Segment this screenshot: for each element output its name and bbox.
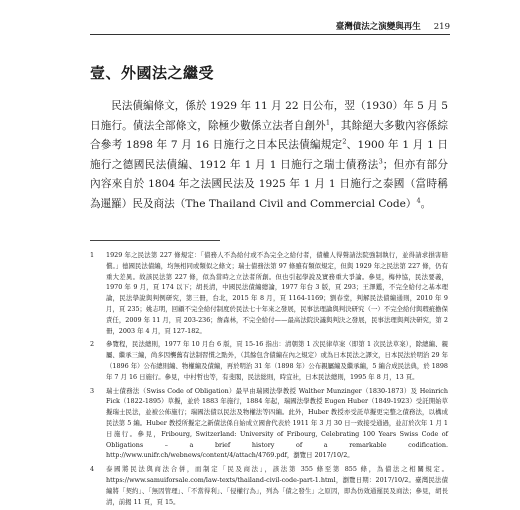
page-number: 219 (433, 22, 450, 32)
header-rule (90, 34, 450, 35)
paragraph-text-1: 民法債編條文，係於 1929 年 11 月 22 日公布，翌（1930）年 5 月 5 日施行。債法全部條文，除極少數係立法者自創外 (90, 100, 448, 132)
footnote-ref-2[interactable]: 2 (342, 137, 347, 146)
section-heading: 壹、外國法之繼受 (90, 64, 215, 82)
paragraph-text-4: ；但亦有部分內容來自於 1804 年之法國民法及 1925 年 1 月 1 日施行之泰國（當時稱為暹羅）民及商法（The Thailand Civil and Commercial Code） (90, 158, 448, 210)
paragraph-text-3: 、1900 年 1 月 1 日施行之德國民法債編、1912 年 1 月 1 日施行之瑞士債務法 (90, 139, 448, 171)
footnote-ref-1[interactable]: 1 (325, 118, 331, 127)
paragraph-text-5: 。 (420, 197, 432, 210)
paragraph-text-2: ，其餘絕大多數內容係綜合參考 1898 年 7 月 16 日施行之日本民法債編規定 (90, 119, 448, 152)
running-header-title: 臺灣債法之演變與再生 (335, 22, 421, 32)
body-paragraph (90, 97, 448, 215)
footnote-number: 3 (90, 386, 95, 395)
footnote-3 (90, 386, 448, 462)
footnote-2 (90, 339, 448, 382)
footnote-ref-4[interactable]: 4 (416, 196, 421, 205)
footnote-list (90, 250, 448, 510)
footnote-1 (90, 250, 448, 336)
footnote-separator (90, 240, 220, 241)
footnote-text: 泰國將民法與商法合併，而制定「民及商法」，該法第 355 條至第 855 條，為債法之相關規定。https://www.samuiforsale.com/law-texts/thailand-civil-code-part-1.html，瀏覽日期：2017/10/2。臺灣民法債編將「契約」、「無因管理」、「不當得利」、「侵權行為」，列為「債之發生」之原因，即為仿效通遲民及商法；參見，胡長清，前揭 11 頁，頁 15。 (106, 465, 448, 506)
footnote-number: 1 (90, 251, 95, 259)
footnote-text: 1929 年之民法第 227 條規定：「債務人不為給付或不為完全之給付者，債權人得聲請法院強制執行，並得請求損害賠償。」德國民法債編，均無相同或類似之條文；瑞士債務法第 97 條雖有類似規定，但與 1929 年之民法第 227 條，仍有重大差異。故該民法第 227 條，似為當時之立法者所創。但也引起學說及實務重大爭論。參見，梅仲協，民法要義，1970 年 9 月，頁 174 以下；胡長清，中國民法債編總論，1977 年台 3 版，頁 293；王澤鑑，不完全給付之基本理論，民法學說與判例研究，第三冊，台北，2015 年 8 月，頁 1164-1169；劉春堂，判解民法債編通則，2010 年 9 月，頁 235；姚志明，回顧不完全給付制度於民法七十年來之發展，民事法理論與判決研究（一）不完全給付與瑕疵擔保責任，2009 年 11 月，頁 203-236；詹森林，不完全給付——最高法院決議與判決之發展，民事法理與判決研究，第 2 冊，2003 年 4 月，頁 127-182。 (106, 251, 448, 335)
footnote-number: 2 (90, 340, 95, 349)
footnote-text: 參覽程，民法總則，1977 年 10 月台 6 版，頁 15-16 指出：清朝第 1 次民律草案（即第 1 次民法草案），除總編、親屬、繼承三編，尚多因襲舊有法制習慣之點外，（其餘包含債編在內之規定）或為日本民法之譯文，日本民法於明治 29 年（1896 年）公布總則編、物權編及債編，再於明治 31 年（1898 年）公布親屬編及繼承編，5 編合成民法典，於 1898 年 7 月 16 日施行。參見，中村哲也等，有斐閣，民法総則，時宜社，日本民法總則，1995 年 8 月，13 頁。 (106, 340, 448, 381)
footnote-number: 4 (90, 465, 95, 474)
footnote-4 (90, 464, 448, 507)
footnote-text: 瑞士債務法（Swiss Code of Obligation）最早由瑞國法學教授 Walther Munzinger（1830-1873）及 Heinrich Fick（1822-1895）草擬，並於 1883 年施行，1884 年起，瑞國法學教授 Eugen Huber（1849-1923）受託開始草擬瑞士民法，並被公佈施行；瑞國法債以民法及物權法等四編。此外，Huber 教授亦受託草擬更完整之債務法，以構成民法第 5 編。Huber 教授所擬定之新債法係自始成立國會代表於 1911 年 3 月 30 日一致接受通過，並訂於次年 1 月 1 日施行。參見，Fribourg, Switzerland: University of Fribourg, Celebrating 100 Years Swiss Code of Obligations – a brief history of a remarkable codification. http://www.unifr.ch/webnews/content/4/attach/4769.pdf，瀏覽日 2017/10/2。 (106, 386, 448, 460)
footnote-ref-3[interactable]: 3 (378, 157, 383, 166)
